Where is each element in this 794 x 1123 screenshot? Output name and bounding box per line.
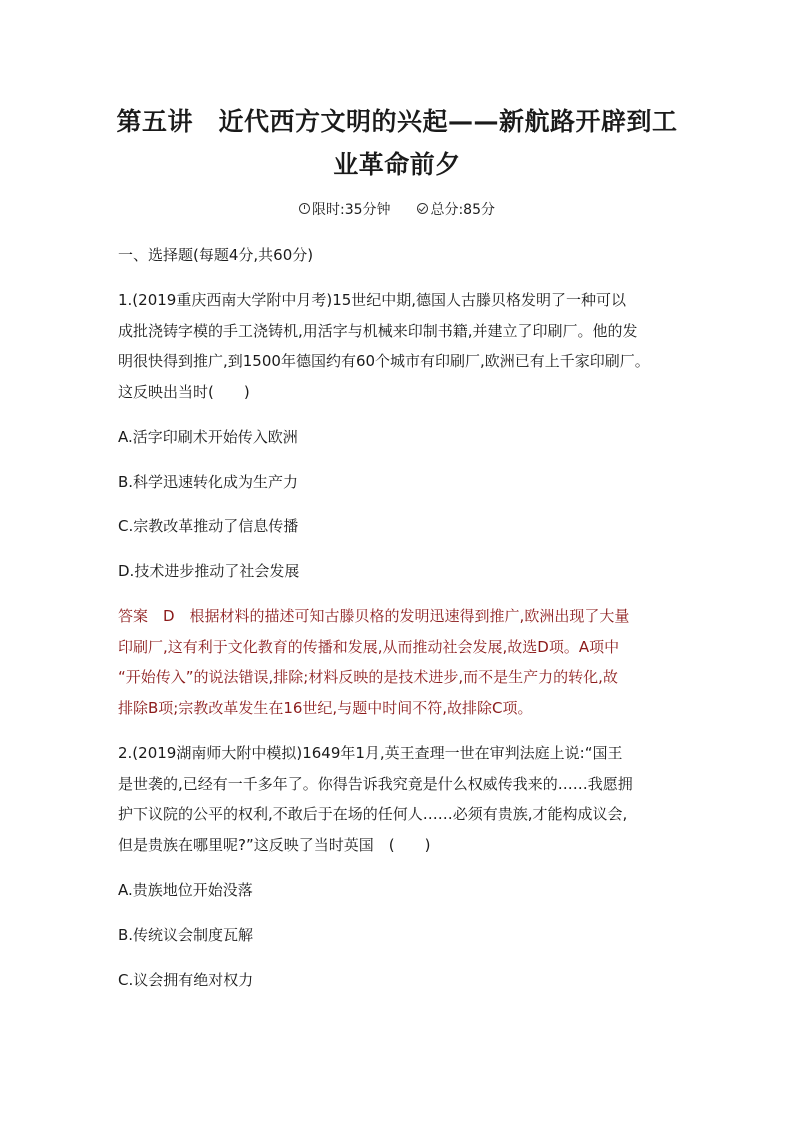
exam-meta (0, 199, 794, 219)
q1-stem-line-4: 这反映出当时( ) (118, 383, 250, 401)
q2-stem-line-4: 但是贵族在哪里呢?”这反映了当时英国 ( ) (118, 836, 431, 854)
q1-option-d: D.技术进步推动了社会发展 (118, 562, 300, 580)
section-heading: 一、选择题(每题4分,共60分) (118, 246, 314, 264)
q1-answer-line-2: 印刷厂,这有利于文化教育的传播和发展,从而推动社会发展,故选D项。A项中 (118, 638, 620, 656)
q1-stem-line-3: 明很快得到推广,到1500年德国约有60个城市有印刷厂,欧洲已有上千家印刷厂。 (118, 352, 650, 370)
q1-option-b: B.科学迅速转化成为生产力 (118, 473, 299, 491)
q2-stem-line-1: 2.(2019湖南师大附中模拟)1649年1月,英王查理一世在审判法庭上说:“国王 (118, 744, 623, 762)
q1-option-a: A.活字印刷术开始传入欧洲 (118, 428, 298, 446)
q2-option-c: C.议会拥有绝对权力 (118, 971, 254, 989)
q2-option-b: B.传统议会制度瓦解 (118, 926, 254, 944)
q2-stem-line-2: 是世袭的,已经有一千多年了。你得告诉我究竟是什么权威传我来的……我愿拥 (118, 775, 633, 793)
q2-stem-line-3: 护下议院的公平的权利,不敢后于在场的任何人……必须有贵族,才能构成议会, (118, 805, 628, 823)
q1-answer-line-1: 答案 D 根据材料的描述可知古滕贝格的发明迅速得到推广,欧洲出现了大量 (118, 607, 630, 625)
lesson-title-line-1: 第五讲 近代西方文明的兴起——新航路开辟到工 (116, 107, 678, 136)
q1-answer-line-4: 排除B项;宗教改革发生在16世纪,与题中时间不符,故排除C项。 (118, 699, 533, 717)
q1-stem-line-1: 1.(2019重庆西南大学附中月考)15世纪中期,德国人古滕贝格发明了一种可以 (118, 291, 627, 309)
total-score: 总分:85分 (430, 202, 495, 218)
time-limit: 限时:35分钟 (312, 202, 391, 218)
q1-option-c: C.宗教改革推动了信息传播 (118, 517, 299, 535)
q1-stem-line-2: 成批浇铸字模的手工浇铸机,用活字与机械来印制书籍,并建立了印刷厂。他的发 (118, 322, 638, 340)
q1-answer-line-3: “开始传入”的说法错误,排除;材料反映的是技术进步,而不是生产力的转化,故 (118, 668, 618, 686)
lesson-title-line-2: 业革命前夕 (333, 150, 461, 179)
q2-option-a: A.贵族地位开始没落 (118, 881, 253, 899)
clock-icon (299, 203, 310, 214)
check-circle-icon (417, 203, 428, 214)
